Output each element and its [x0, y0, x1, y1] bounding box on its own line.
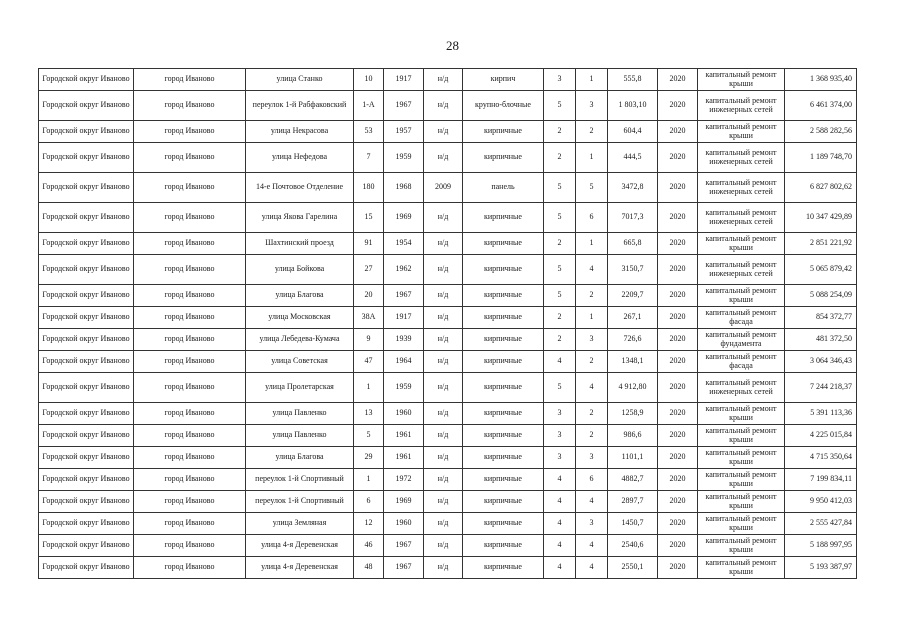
wall-material-cell: кирпичные [463, 491, 544, 513]
house-number-cell: 91 [354, 233, 384, 255]
cost-cell: 4 715 350,64 [785, 447, 857, 469]
district-cell: Городской округ Иваново [39, 513, 134, 535]
entrances-cell: 6 [576, 469, 608, 491]
area-cell: 7017,3 [608, 203, 658, 233]
house-number-cell: 47 [354, 351, 384, 373]
year-built-cell: 1972 [384, 469, 424, 491]
table-row [39, 255, 857, 285]
building-repair-table [38, 68, 857, 579]
street-cell: 14-е Почтовое Отделение [246, 173, 354, 203]
house-number-cell: 13 [354, 403, 384, 425]
area-cell: 2209,7 [608, 285, 658, 307]
planned-year-cell: 2020 [658, 69, 698, 91]
district-cell: Городской округ Иваново [39, 307, 134, 329]
street-cell: улица Якова Гарелина [246, 203, 354, 233]
year-built-cell: 1960 [384, 513, 424, 535]
area-cell: 2550,1 [608, 557, 658, 579]
area-cell: 1450,7 [608, 513, 658, 535]
last-repair-cell: н/д [424, 535, 463, 557]
floors-cell: 4 [544, 491, 576, 513]
district-cell: Городской округ Иваново [39, 425, 134, 447]
work-type-cell: капитальный ремонт фасада [698, 307, 785, 329]
street-cell: улица Павленко [246, 425, 354, 447]
table-row [39, 121, 857, 143]
floors-cell: 4 [544, 557, 576, 579]
house-number-cell: 15 [354, 203, 384, 233]
cost-cell: 2 555 427,84 [785, 513, 857, 535]
cost-cell: 5 188 997,95 [785, 535, 857, 557]
area-cell: 2897,7 [608, 491, 658, 513]
district-cell: Городской округ Иваново [39, 255, 134, 285]
district-cell: Городской округ Иваново [39, 469, 134, 491]
district-cell: Городской округ Иваново [39, 91, 134, 121]
cost-cell: 7 244 218,37 [785, 373, 857, 403]
area-cell: 1101,1 [608, 447, 658, 469]
house-number-cell: 5 [354, 425, 384, 447]
planned-year-cell: 2020 [658, 557, 698, 579]
last-repair-cell: н/д [424, 143, 463, 173]
street-cell: улица Павленко [246, 403, 354, 425]
planned-year-cell: 2020 [658, 351, 698, 373]
year-built-cell: 1917 [384, 69, 424, 91]
planned-year-cell: 2020 [658, 121, 698, 143]
house-number-cell: 9 [354, 329, 384, 351]
table-row [39, 143, 857, 173]
city-cell: город Иваново [134, 255, 246, 285]
entrances-cell: 4 [576, 557, 608, 579]
street-cell: переулок 1-й Спортивный [246, 491, 354, 513]
street-cell: улица Московская [246, 307, 354, 329]
area-cell: 986,6 [608, 425, 658, 447]
work-type-cell: капитальный ремонт фундамента [698, 329, 785, 351]
street-cell: улица Бойкова [246, 255, 354, 285]
cost-cell: 5 193 387,97 [785, 557, 857, 579]
house-number-cell: 27 [354, 255, 384, 285]
entrances-cell: 4 [576, 373, 608, 403]
city-cell: город Иваново [134, 69, 246, 91]
work-type-cell: капитальный ремонт крыши [698, 447, 785, 469]
planned-year-cell: 2020 [658, 91, 698, 121]
house-number-cell: 29 [354, 447, 384, 469]
city-cell: город Иваново [134, 173, 246, 203]
city-cell: город Иваново [134, 233, 246, 255]
table-row [39, 491, 857, 513]
city-cell: город Иваново [134, 143, 246, 173]
work-type-cell: капитальный ремонт крыши [698, 69, 785, 91]
table-row [39, 373, 857, 403]
year-built-cell: 1968 [384, 173, 424, 203]
year-built-cell: 1969 [384, 491, 424, 513]
cost-cell: 1 189 748,70 [785, 143, 857, 173]
city-cell: город Иваново [134, 373, 246, 403]
floors-cell: 3 [544, 403, 576, 425]
last-repair-cell: н/д [424, 351, 463, 373]
district-cell: Городской округ Иваново [39, 329, 134, 351]
entrances-cell: 6 [576, 203, 608, 233]
street-cell: улица Лебедева-Кумача [246, 329, 354, 351]
year-built-cell: 1961 [384, 447, 424, 469]
planned-year-cell: 2020 [658, 285, 698, 307]
city-cell: город Иваново [134, 513, 246, 535]
work-type-cell: капитальный ремонт инженерных сетей [698, 255, 785, 285]
district-cell: Городской округ Иваново [39, 351, 134, 373]
planned-year-cell: 2020 [658, 329, 698, 351]
cost-cell: 4 225 015,84 [785, 425, 857, 447]
planned-year-cell: 2020 [658, 203, 698, 233]
year-built-cell: 1959 [384, 373, 424, 403]
street-cell: переулок 1-й Рабфаковский [246, 91, 354, 121]
floors-cell: 5 [544, 255, 576, 285]
area-cell: 555,8 [608, 69, 658, 91]
wall-material-cell: панель [463, 173, 544, 203]
floors-cell: 5 [544, 285, 576, 307]
street-cell: улица Советская [246, 351, 354, 373]
work-type-cell: капитальный ремонт фасада [698, 351, 785, 373]
entrances-cell: 4 [576, 491, 608, 513]
table-row [39, 403, 857, 425]
district-cell: Городской округ Иваново [39, 173, 134, 203]
entrances-cell: 3 [576, 513, 608, 535]
work-type-cell: капитальный ремонт крыши [698, 513, 785, 535]
year-built-cell: 1954 [384, 233, 424, 255]
floors-cell: 2 [544, 143, 576, 173]
street-cell: улица Благова [246, 447, 354, 469]
work-type-cell: капитальный ремонт инженерных сетей [698, 203, 785, 233]
wall-material-cell: кирпичные [463, 403, 544, 425]
last-repair-cell: н/д [424, 121, 463, 143]
work-type-cell: капитальный ремонт крыши [698, 121, 785, 143]
last-repair-cell: н/д [424, 373, 463, 403]
district-cell: Городской округ Иваново [39, 491, 134, 513]
floors-cell: 2 [544, 329, 576, 351]
last-repair-cell: н/д [424, 203, 463, 233]
street-cell: улица 4-я Деревенская [246, 535, 354, 557]
planned-year-cell: 2020 [658, 491, 698, 513]
street-cell: улица Благова [246, 285, 354, 307]
table-row [39, 329, 857, 351]
cost-cell: 2 588 282,56 [785, 121, 857, 143]
planned-year-cell: 2020 [658, 403, 698, 425]
wall-material-cell: кирпичные [463, 447, 544, 469]
house-number-cell: 6 [354, 491, 384, 513]
year-built-cell: 1967 [384, 535, 424, 557]
area-cell: 726,6 [608, 329, 658, 351]
floors-cell: 5 [544, 373, 576, 403]
district-cell: Городской округ Иваново [39, 233, 134, 255]
wall-material-cell: крупно-блочные [463, 91, 544, 121]
last-repair-cell: н/д [424, 91, 463, 121]
entrances-cell: 3 [576, 329, 608, 351]
work-type-cell: капитальный ремонт инженерных сетей [698, 143, 785, 173]
year-built-cell: 1967 [384, 557, 424, 579]
house-number-cell: 180 [354, 173, 384, 203]
area-cell: 3150,7 [608, 255, 658, 285]
wall-material-cell: кирпичные [463, 513, 544, 535]
area-cell: 665,8 [608, 233, 658, 255]
city-cell: город Иваново [134, 307, 246, 329]
planned-year-cell: 2020 [658, 233, 698, 255]
wall-material-cell: кирпичные [463, 557, 544, 579]
planned-year-cell: 2020 [658, 255, 698, 285]
work-type-cell: капитальный ремонт крыши [698, 557, 785, 579]
street-cell: улица Земляная [246, 513, 354, 535]
table-row [39, 233, 857, 255]
district-cell: Городской округ Иваново [39, 121, 134, 143]
cost-cell: 5 391 113,36 [785, 403, 857, 425]
work-type-cell: капитальный ремонт инженерных сетей [698, 373, 785, 403]
table-row [39, 173, 857, 203]
floors-cell: 2 [544, 233, 576, 255]
area-cell: 444,5 [608, 143, 658, 173]
district-cell: Городской округ Иваново [39, 143, 134, 173]
work-type-cell: капитальный ремонт крыши [698, 469, 785, 491]
last-repair-cell: н/д [424, 425, 463, 447]
page-number: 28 [446, 38, 459, 53]
planned-year-cell: 2020 [658, 143, 698, 173]
city-cell: город Иваново [134, 491, 246, 513]
table-row [39, 535, 857, 557]
wall-material-cell: кирпичные [463, 469, 544, 491]
wall-material-cell: кирпичные [463, 143, 544, 173]
cost-cell: 1 368 935,40 [785, 69, 857, 91]
cost-cell: 5 065 879,42 [785, 255, 857, 285]
entrances-cell: 1 [576, 143, 608, 173]
table-row [39, 351, 857, 373]
district-cell: Городской округ Иваново [39, 557, 134, 579]
cost-cell: 5 088 254,09 [785, 285, 857, 307]
entrances-cell: 5 [576, 173, 608, 203]
year-built-cell: 1967 [384, 91, 424, 121]
floors-cell: 2 [544, 121, 576, 143]
cost-cell: 9 950 412,03 [785, 491, 857, 513]
work-type-cell: капитальный ремонт инженерных сетей [698, 173, 785, 203]
last-repair-cell: н/д [424, 513, 463, 535]
house-number-cell: 53 [354, 121, 384, 143]
entrances-cell: 4 [576, 535, 608, 557]
street-cell: переулок 1-й Спортивный [246, 469, 354, 491]
city-cell: город Иваново [134, 557, 246, 579]
work-type-cell: капитальный ремонт крыши [698, 233, 785, 255]
year-built-cell: 1962 [384, 255, 424, 285]
table-row [39, 447, 857, 469]
wall-material-cell: кирпичные [463, 535, 544, 557]
house-number-cell: 38А [354, 307, 384, 329]
floors-cell: 5 [544, 203, 576, 233]
last-repair-cell: 2009 [424, 173, 463, 203]
house-number-cell: 10 [354, 69, 384, 91]
work-type-cell: капитальный ремонт крыши [698, 535, 785, 557]
entrances-cell: 2 [576, 403, 608, 425]
street-cell: Шахтинский проезд [246, 233, 354, 255]
district-cell: Городской округ Иваново [39, 535, 134, 557]
planned-year-cell: 2020 [658, 447, 698, 469]
city-cell: город Иваново [134, 91, 246, 121]
floors-cell: 4 [544, 535, 576, 557]
last-repair-cell: н/д [424, 403, 463, 425]
city-cell: город Иваново [134, 351, 246, 373]
work-type-cell: капитальный ремонт крыши [698, 425, 785, 447]
district-cell: Городской округ Иваново [39, 203, 134, 233]
table-row [39, 307, 857, 329]
entrances-cell: 4 [576, 255, 608, 285]
year-built-cell: 1939 [384, 329, 424, 351]
street-cell: улица Пролетарская [246, 373, 354, 403]
entrances-cell: 2 [576, 121, 608, 143]
table-row [39, 469, 857, 491]
last-repair-cell: н/д [424, 557, 463, 579]
wall-material-cell: кирпичные [463, 329, 544, 351]
year-built-cell: 1969 [384, 203, 424, 233]
entrances-cell: 1 [576, 307, 608, 329]
table-row [39, 203, 857, 233]
last-repair-cell: н/д [424, 285, 463, 307]
floors-cell: 3 [544, 69, 576, 91]
area-cell: 3472,8 [608, 173, 658, 203]
cost-cell: 2 851 221,92 [785, 233, 857, 255]
table-row [39, 91, 857, 121]
work-type-cell: капитальный ремонт крыши [698, 403, 785, 425]
year-built-cell: 1960 [384, 403, 424, 425]
street-cell: улица Некрасова [246, 121, 354, 143]
area-cell: 1 803,10 [608, 91, 658, 121]
planned-year-cell: 2020 [658, 469, 698, 491]
floors-cell: 3 [544, 425, 576, 447]
area-cell: 267,1 [608, 307, 658, 329]
year-built-cell: 1961 [384, 425, 424, 447]
house-number-cell: 46 [354, 535, 384, 557]
table-row [39, 285, 857, 307]
city-cell: город Иваново [134, 403, 246, 425]
entrances-cell: 3 [576, 91, 608, 121]
planned-year-cell: 2020 [658, 373, 698, 403]
cost-cell: 854 372,77 [785, 307, 857, 329]
planned-year-cell: 2020 [658, 425, 698, 447]
year-built-cell: 1967 [384, 285, 424, 307]
entrances-cell: 1 [576, 233, 608, 255]
year-built-cell: 1964 [384, 351, 424, 373]
area-cell: 2540,6 [608, 535, 658, 557]
last-repair-cell: н/д [424, 307, 463, 329]
house-number-cell: 7 [354, 143, 384, 173]
last-repair-cell: н/д [424, 255, 463, 285]
district-cell: Городской округ Иваново [39, 447, 134, 469]
wall-material-cell: кирпичные [463, 121, 544, 143]
street-cell: улица 4-я Деревенская [246, 557, 354, 579]
last-repair-cell: н/д [424, 233, 463, 255]
wall-material-cell: кирпичные [463, 233, 544, 255]
cost-cell: 6 827 802,62 [785, 173, 857, 203]
wall-material-cell: кирпичные [463, 351, 544, 373]
work-type-cell: капитальный ремонт крыши [698, 491, 785, 513]
planned-year-cell: 2020 [658, 513, 698, 535]
wall-material-cell: кирпичные [463, 307, 544, 329]
city-cell: город Иваново [134, 121, 246, 143]
city-cell: город Иваново [134, 469, 246, 491]
floors-cell: 4 [544, 513, 576, 535]
entrances-cell: 2 [576, 285, 608, 307]
wall-material-cell: кирпичные [463, 255, 544, 285]
area-cell: 1348,1 [608, 351, 658, 373]
last-repair-cell: н/д [424, 469, 463, 491]
wall-material-cell: кирпичные [463, 425, 544, 447]
wall-material-cell: кирпич [463, 69, 544, 91]
planned-year-cell: 2020 [658, 307, 698, 329]
floors-cell: 4 [544, 469, 576, 491]
wall-material-cell: кирпичные [463, 285, 544, 307]
table-body [39, 69, 857, 579]
street-cell: улица Нефедова [246, 143, 354, 173]
last-repair-cell: н/д [424, 329, 463, 351]
house-number-cell: 48 [354, 557, 384, 579]
city-cell: город Иваново [134, 329, 246, 351]
district-cell: Городской округ Иваново [39, 69, 134, 91]
wall-material-cell: кирпичные [463, 203, 544, 233]
table-row [39, 557, 857, 579]
area-cell: 604,4 [608, 121, 658, 143]
floors-cell: 5 [544, 173, 576, 203]
district-cell: Городской округ Иваново [39, 285, 134, 307]
last-repair-cell: н/д [424, 447, 463, 469]
cost-cell: 7 199 834,11 [785, 469, 857, 491]
street-cell: улица Станко [246, 69, 354, 91]
floors-cell: 5 [544, 91, 576, 121]
floors-cell: 2 [544, 307, 576, 329]
entrances-cell: 2 [576, 425, 608, 447]
year-built-cell: 1917 [384, 307, 424, 329]
entrances-cell: 2 [576, 351, 608, 373]
district-cell: Городской округ Иваново [39, 373, 134, 403]
work-type-cell: капитальный ремонт инженерных сетей [698, 91, 785, 121]
cost-cell: 10 347 429,89 [785, 203, 857, 233]
city-cell: город Иваново [134, 203, 246, 233]
area-cell: 4 912,80 [608, 373, 658, 403]
house-number-cell: 12 [354, 513, 384, 535]
cost-cell: 481 372,50 [785, 329, 857, 351]
table-row [39, 69, 857, 91]
city-cell: город Иваново [134, 447, 246, 469]
planned-year-cell: 2020 [658, 173, 698, 203]
last-repair-cell: н/д [424, 491, 463, 513]
table-row [39, 425, 857, 447]
entrances-cell: 3 [576, 447, 608, 469]
table-row [39, 513, 857, 535]
district-cell: Городской округ Иваново [39, 403, 134, 425]
entrances-cell: 1 [576, 69, 608, 91]
year-built-cell: 1957 [384, 121, 424, 143]
house-number-cell: 1-А [354, 91, 384, 121]
last-repair-cell: н/д [424, 69, 463, 91]
area-cell: 1258,9 [608, 403, 658, 425]
house-number-cell: 1 [354, 373, 384, 403]
cost-cell: 3 064 346,43 [785, 351, 857, 373]
planned-year-cell: 2020 [658, 535, 698, 557]
floors-cell: 4 [544, 351, 576, 373]
house-number-cell: 1 [354, 469, 384, 491]
wall-material-cell: кирпичные [463, 373, 544, 403]
city-cell: город Иваново [134, 425, 246, 447]
city-cell: город Иваново [134, 285, 246, 307]
year-built-cell: 1959 [384, 143, 424, 173]
house-number-cell: 20 [354, 285, 384, 307]
city-cell: город Иваново [134, 535, 246, 557]
work-type-cell: капитальный ремонт крыши [698, 285, 785, 307]
floors-cell: 3 [544, 447, 576, 469]
cost-cell: 6 461 374,00 [785, 91, 857, 121]
area-cell: 4882,7 [608, 469, 658, 491]
